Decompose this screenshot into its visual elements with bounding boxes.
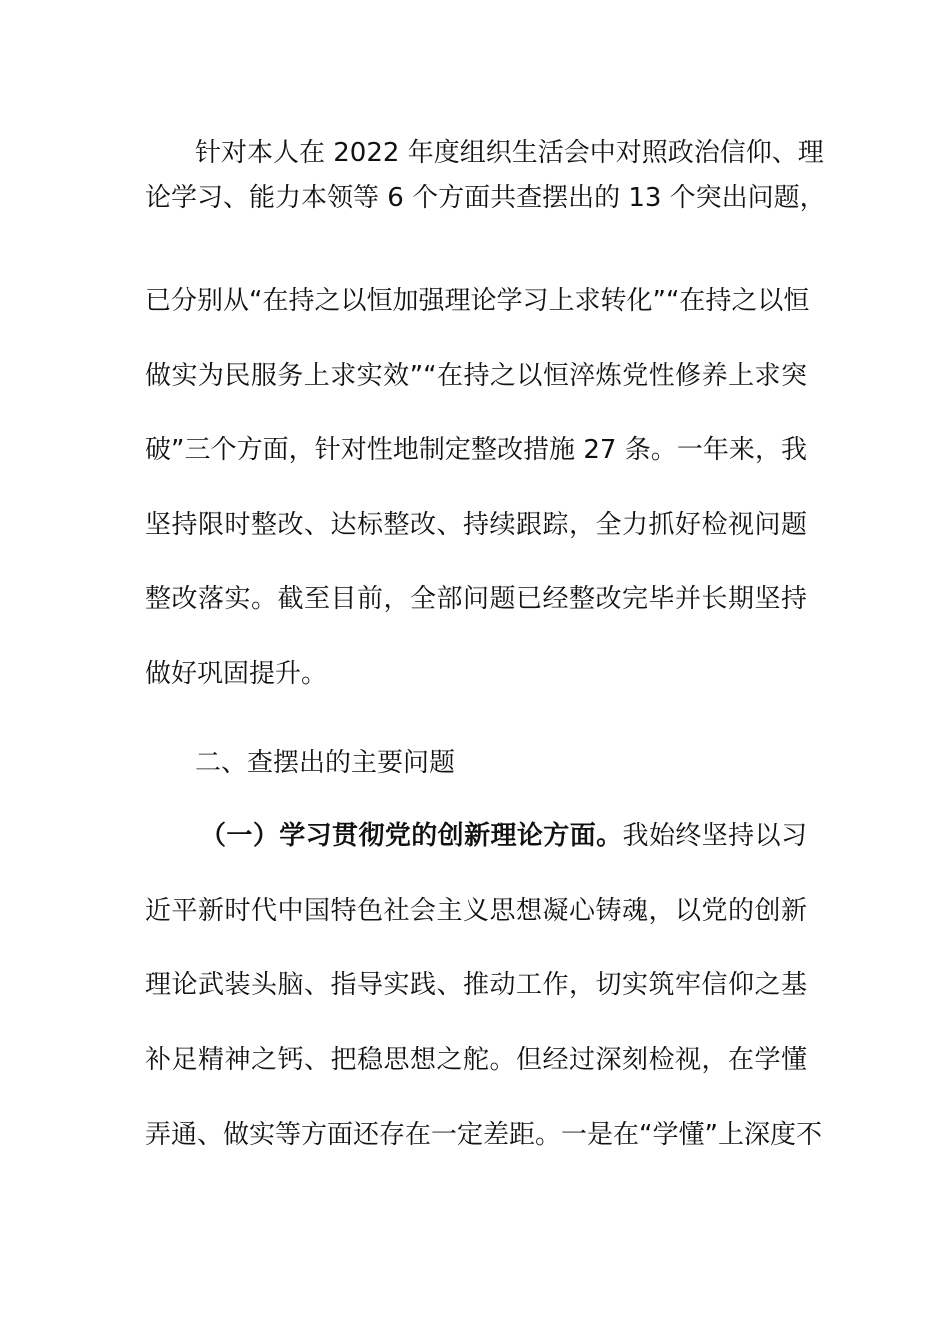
paragraph-1-line-7: 整改落实。截至目前，全部问题已经整改完毕并长期坚持 — [145, 584, 807, 614]
paragraph-1-line-6: 坚持限时整改、达标整改、持续跟踪，全力抓好检视问题 — [145, 510, 807, 540]
paragraph-2-line-4: 补足精神之钙、把稳思想之舵。但经过深刻检视，在学懂 — [145, 1045, 807, 1075]
paragraph-2-line-1-rest: 我始终坚持以习 — [622, 821, 807, 851]
paragraph-2-line-1 — [200, 818, 807, 854]
paragraph-1-line-2: 论学习、能力本领等 6 个方面共查摆出的 13 个突出问题， — [145, 183, 826, 213]
paragraph-2-line-5: 弄通、做实等方面还存在一定差距。一是在“学懂”上深度不 — [145, 1120, 822, 1150]
subsection-heading: （一）学习贯彻党的创新理论方面。 — [200, 821, 623, 851]
section-heading: 二、查摆出的主要问题 — [195, 748, 456, 778]
paragraph-1-line-8: 做好巩固提升。 — [145, 659, 328, 689]
paragraph-2-line-2: 近平新时代中国特色社会主义思想凝心铸魂，以党的创新 — [145, 896, 807, 926]
paragraph-1-line-5: 破”三个方面，针对性地制定整改措施 27 条。一年来，我 — [145, 435, 807, 465]
paragraph-1-line-1: 针对本人在 2022 年度组织生活会中对照政治信仰、理 — [195, 138, 824, 168]
paragraph-1-line-3: 已分别从“在持之以恒加强理论学习上求转化”“在持之以恒 — [145, 286, 810, 316]
paragraph-1-line-4: 做实为民服务上求实效”“在持之以恒淬炼党性修养上求突 — [145, 361, 807, 391]
paragraph-2-line-3: 理论武装头脑、指导实践、推动工作，切实筑牢信仰之基 — [145, 970, 807, 1000]
